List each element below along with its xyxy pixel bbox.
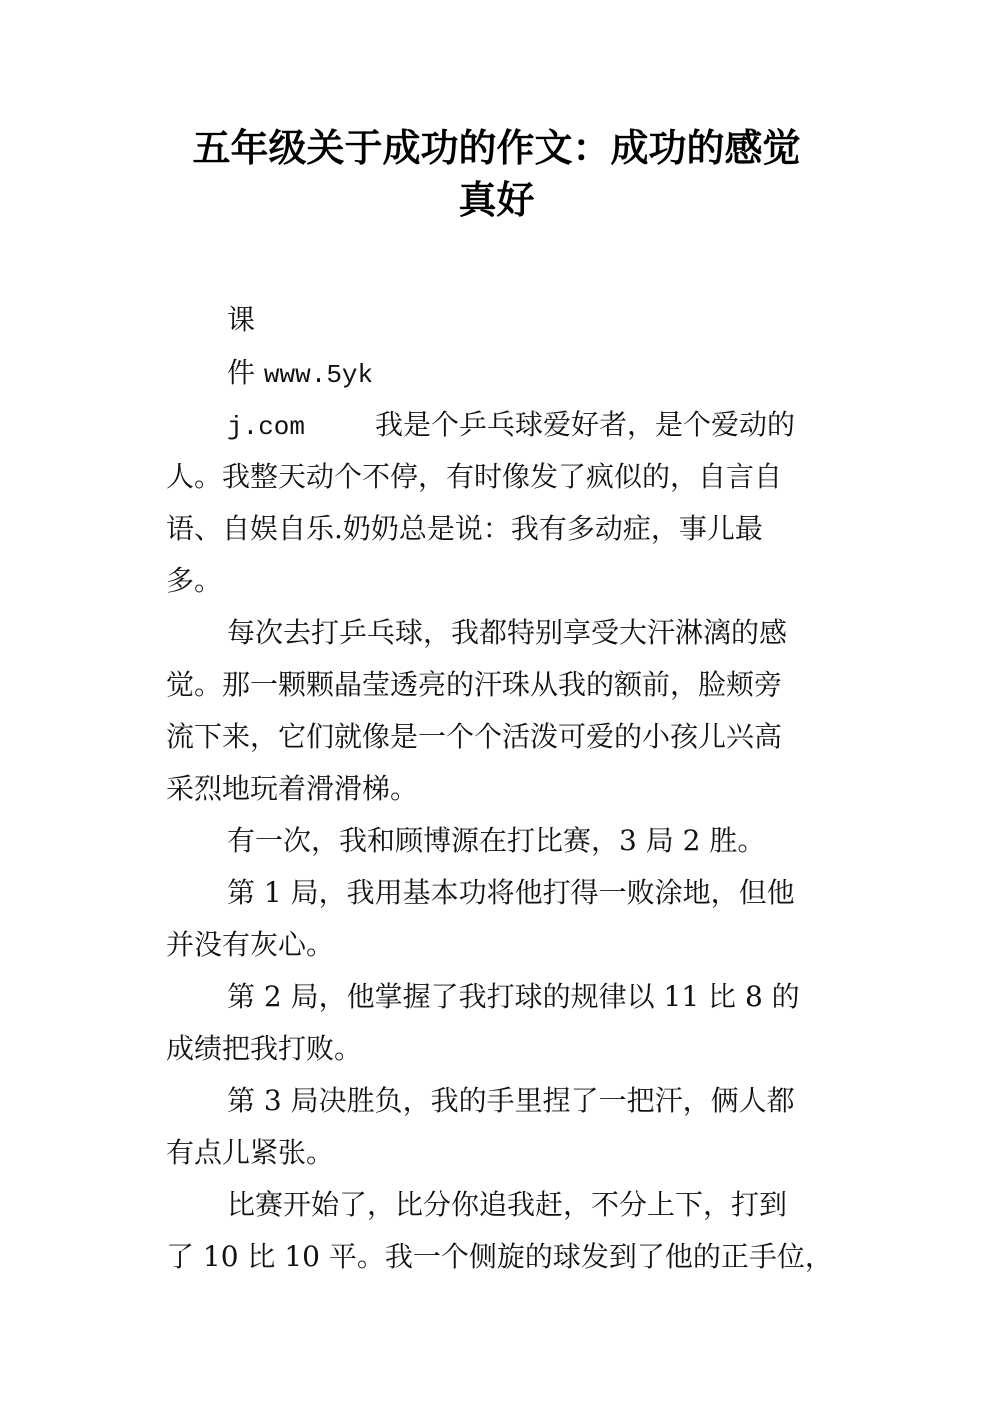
document-title-line-1: 五年级关于成功的作文：成功的感觉	[192, 126, 801, 170]
body-line: 课	[227, 303, 256, 336]
body-line: 第 3 局决胜负，我的手里捏了一把汗，俩人都	[227, 1084, 795, 1117]
body-line: 了 10 比 10 平。我一个侧旋的球发到了他的正手位，	[166, 1240, 833, 1273]
body-line: 成绩把我打败。	[166, 1032, 363, 1065]
body-line: 采烈地玩着滑滑梯。	[166, 772, 419, 805]
body-line-cjk: 我是个乒乓球爱好者，是个爱动的	[375, 408, 796, 441]
body-line: 人。我整天动个不停，有时像发了疯似的，自言自	[166, 460, 783, 493]
body-line: 每次去打乒乓球，我都特别享受大汗淋漓的感	[227, 616, 788, 649]
body-line: 觉。那一颗颗晶莹透亮的汗珠从我的额前，脸颊旁	[166, 668, 783, 701]
body-line: 有点儿紧张。	[166, 1136, 335, 1169]
body-line-url-fragment: www.5yk	[263, 360, 374, 390]
document-title-line-2: 真好	[458, 178, 535, 222]
body-line: 第 2 局，他掌握了我打球的规律以 11 比 8 的	[227, 980, 800, 1013]
body-line: 并没有灰心。	[166, 928, 335, 961]
body-line: 多。	[166, 564, 223, 597]
body-line-cjk: 件	[227, 356, 264, 389]
body-line: 比赛开始了，比分你追我赶，不分上下，打到	[227, 1188, 788, 1221]
body-line: 第 1 局，我用基本功将他打得一败涂地，但他	[227, 876, 795, 909]
body-line	[227, 405, 795, 447]
body-line: 语、自娱自乐.奶奶总是说：我有多动症，事儿最	[166, 512, 763, 545]
body-line	[227, 353, 373, 395]
body-line: 流下来，它们就像是一个个活泼可爱的小孩儿兴高	[166, 720, 783, 753]
body-line-url-fragment: j.com	[227, 412, 306, 442]
body-line: 有一次，我和顾博源在打比赛，3 局 2 胜。	[227, 824, 766, 857]
